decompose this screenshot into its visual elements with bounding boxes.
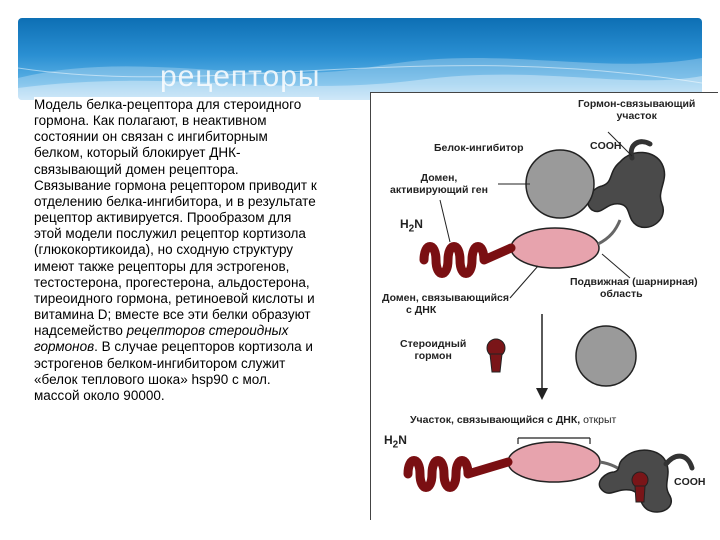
label-h2n-top xyxy=(400,218,423,235)
label-h2n-bottom xyxy=(384,434,407,451)
label-hormone-binding-line1: Гормон-связывающий xyxy=(578,98,696,110)
inhibitor-protein xyxy=(526,150,594,218)
label-hinge xyxy=(570,276,698,300)
label-dna-site-open xyxy=(410,414,616,426)
hormone-binding-domain-top xyxy=(588,152,665,227)
red-coil-bottom xyxy=(408,461,508,488)
h2n-top-h: H xyxy=(400,217,409,231)
label-hormone-binding xyxy=(578,98,695,122)
label-dna-domain-line2: с ДНК xyxy=(406,304,437,316)
label-open-word: открыт xyxy=(583,414,617,426)
label-dna-domain xyxy=(382,292,509,316)
paragraph-end: . В случае рецепторов кортизола и эстрогенов белком-ингибитором служит «белок теплового шока» hsp90 с мол. массой около 90000. xyxy=(34,339,313,403)
label-hormone-binding-line2: участок xyxy=(616,110,657,122)
process-arrow-head xyxy=(536,388,548,400)
label-cooh-bottom: COOH xyxy=(674,476,706,488)
label-domain-gene-line2: активирующий ген xyxy=(390,184,488,196)
label-domain-gene-line1: Домен, xyxy=(420,172,458,184)
released-inhibitor xyxy=(576,326,636,386)
description-paragraph xyxy=(34,97,319,404)
label-dna-site-text: Участок, связывающийся с ДНК, xyxy=(410,414,581,426)
label-inhibitor: Белок-ингибитор xyxy=(434,142,524,154)
pink-domain-top xyxy=(511,228,599,268)
label-domain-gene xyxy=(390,172,488,196)
h2n-top-n: N xyxy=(414,217,423,231)
cooh-tail-bottom xyxy=(666,456,692,468)
red-coil-top xyxy=(424,247,511,274)
h2n-top-sub: 2 xyxy=(408,223,415,235)
h2n-bottom-sub: 2 xyxy=(392,439,399,451)
label-hinge-line1: Подвижная (шарнирная) xyxy=(570,276,698,288)
label-steroid-hormone xyxy=(400,338,466,362)
label-cooh-top: COOH xyxy=(590,140,622,152)
paragraph-main: Модель белка-рецептора для стероидного гормона. Как полагают, в неактивном состоянии он связан с ингибиторным белком, который блокирует ДНК-связывающий домен рецептора. Связывание гормона рецептором приводит к отделению белка-ингибитора, и в результате рецептор активируется. Прообразом для этой модели послужил рецептор кортизола (глюкокортикоида), но сходную структуру имеют также рецепторы для эстрогенов, тестостерона, прогестерона, альдостерона, тиреоидного гормона, ретиноевой кислоты и витамина D; вместе все эти белки образуют надсемейство xyxy=(34,97,317,339)
label-steroid-line1: Стероидный xyxy=(400,338,467,350)
h2n-bottom-h: H xyxy=(384,433,393,447)
label-dna-domain-line1: Домен, связывающийся xyxy=(382,292,509,304)
slide-title: рецепторы xyxy=(160,60,321,93)
label-steroid-line2: гормон xyxy=(414,350,452,362)
banner-wave-decoration xyxy=(18,18,702,100)
pink-domain-bottom xyxy=(508,442,600,482)
label-hinge-line2: область xyxy=(600,288,643,300)
receptor-figure xyxy=(370,92,718,520)
title-banner xyxy=(18,18,702,100)
h2n-bottom-n: N xyxy=(398,433,407,447)
paragraph-italic-term: рецепторов стероидных гормонов xyxy=(34,323,289,355)
